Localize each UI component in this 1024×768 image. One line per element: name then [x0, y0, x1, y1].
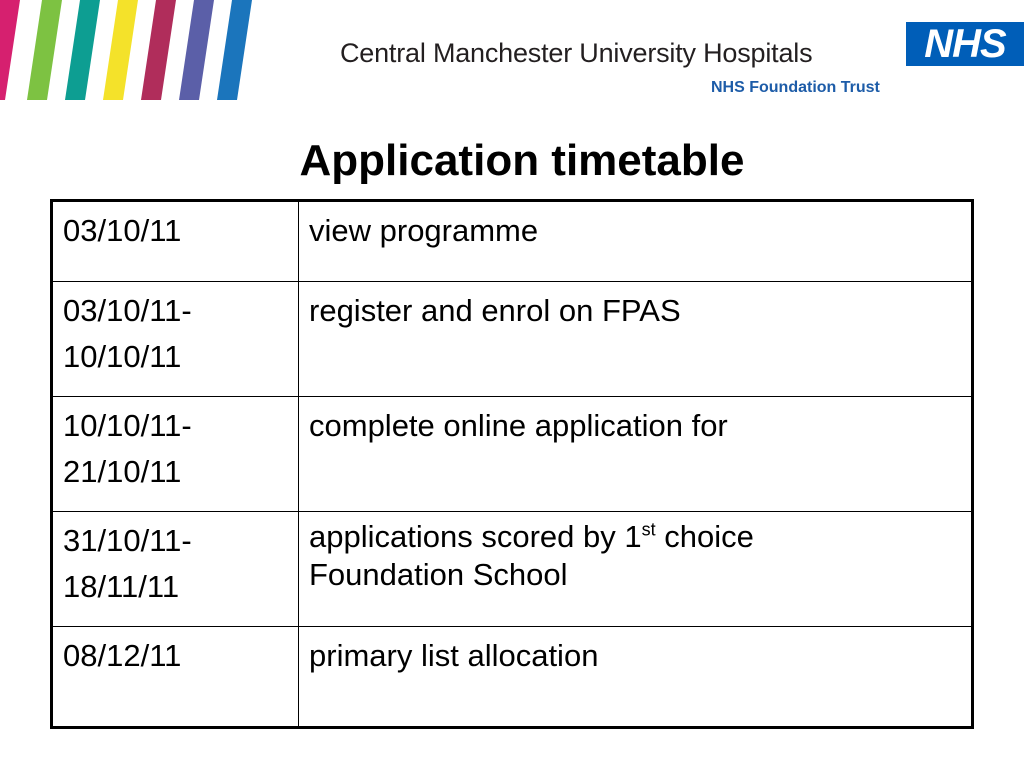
table-row — [52, 512, 973, 627]
description-cell — [299, 201, 973, 282]
date-end: 21/10/11 — [63, 454, 182, 489]
description-text: view programme — [309, 213, 539, 248]
date-cell — [52, 282, 299, 397]
brand-stripes-logo — [0, 0, 260, 100]
stripe-yellow — [103, 0, 138, 100]
description-text: primary list allocation — [309, 638, 599, 673]
date-start: 31/10/11- — [63, 523, 192, 558]
description-pre: applications scored by 1 — [309, 519, 642, 554]
table-row — [52, 627, 973, 728]
description-line1 — [309, 518, 961, 556]
description-cell — [299, 397, 973, 512]
date-cell — [52, 512, 299, 627]
table-row — [52, 397, 973, 512]
date-end: 18/11/11 — [63, 569, 180, 604]
stripe-green — [27, 0, 62, 100]
page-title: Application timetable — [299, 136, 745, 185]
date-end: 10/10/11 — [63, 339, 182, 374]
trust-subtitle: NHS Foundation Trust — [711, 79, 880, 96]
trust-name: Central Manchester University Hospitals — [340, 38, 813, 68]
description-text: complete online application for — [309, 408, 728, 443]
stripe-teal — [65, 0, 100, 100]
timetable — [50, 199, 974, 729]
description-line2: Foundation School — [309, 557, 568, 592]
description-cell — [299, 627, 973, 728]
date-text: 08/12/11 — [63, 638, 182, 673]
description-cell — [299, 512, 973, 627]
date-cell — [52, 201, 299, 282]
stripe-blue — [217, 0, 252, 100]
description-cell — [299, 282, 973, 397]
date-start: 10/10/11- — [63, 408, 192, 443]
date-cell — [52, 397, 299, 512]
stripe-crimson — [141, 0, 176, 100]
stripe-magenta — [0, 0, 20, 100]
ordinal-suffix: st — [641, 519, 656, 540]
stripe-purple — [179, 0, 214, 100]
date-start: 03/10/11- — [63, 293, 192, 328]
date-cell — [52, 627, 299, 728]
date-text: 03/10/11 — [63, 213, 182, 248]
description-text: register and enrol on FPAS — [309, 293, 681, 328]
table-row — [52, 282, 973, 397]
nhs-logo: NHS — [906, 22, 1024, 66]
table-row — [52, 201, 973, 282]
description-post: choice — [655, 519, 754, 554]
